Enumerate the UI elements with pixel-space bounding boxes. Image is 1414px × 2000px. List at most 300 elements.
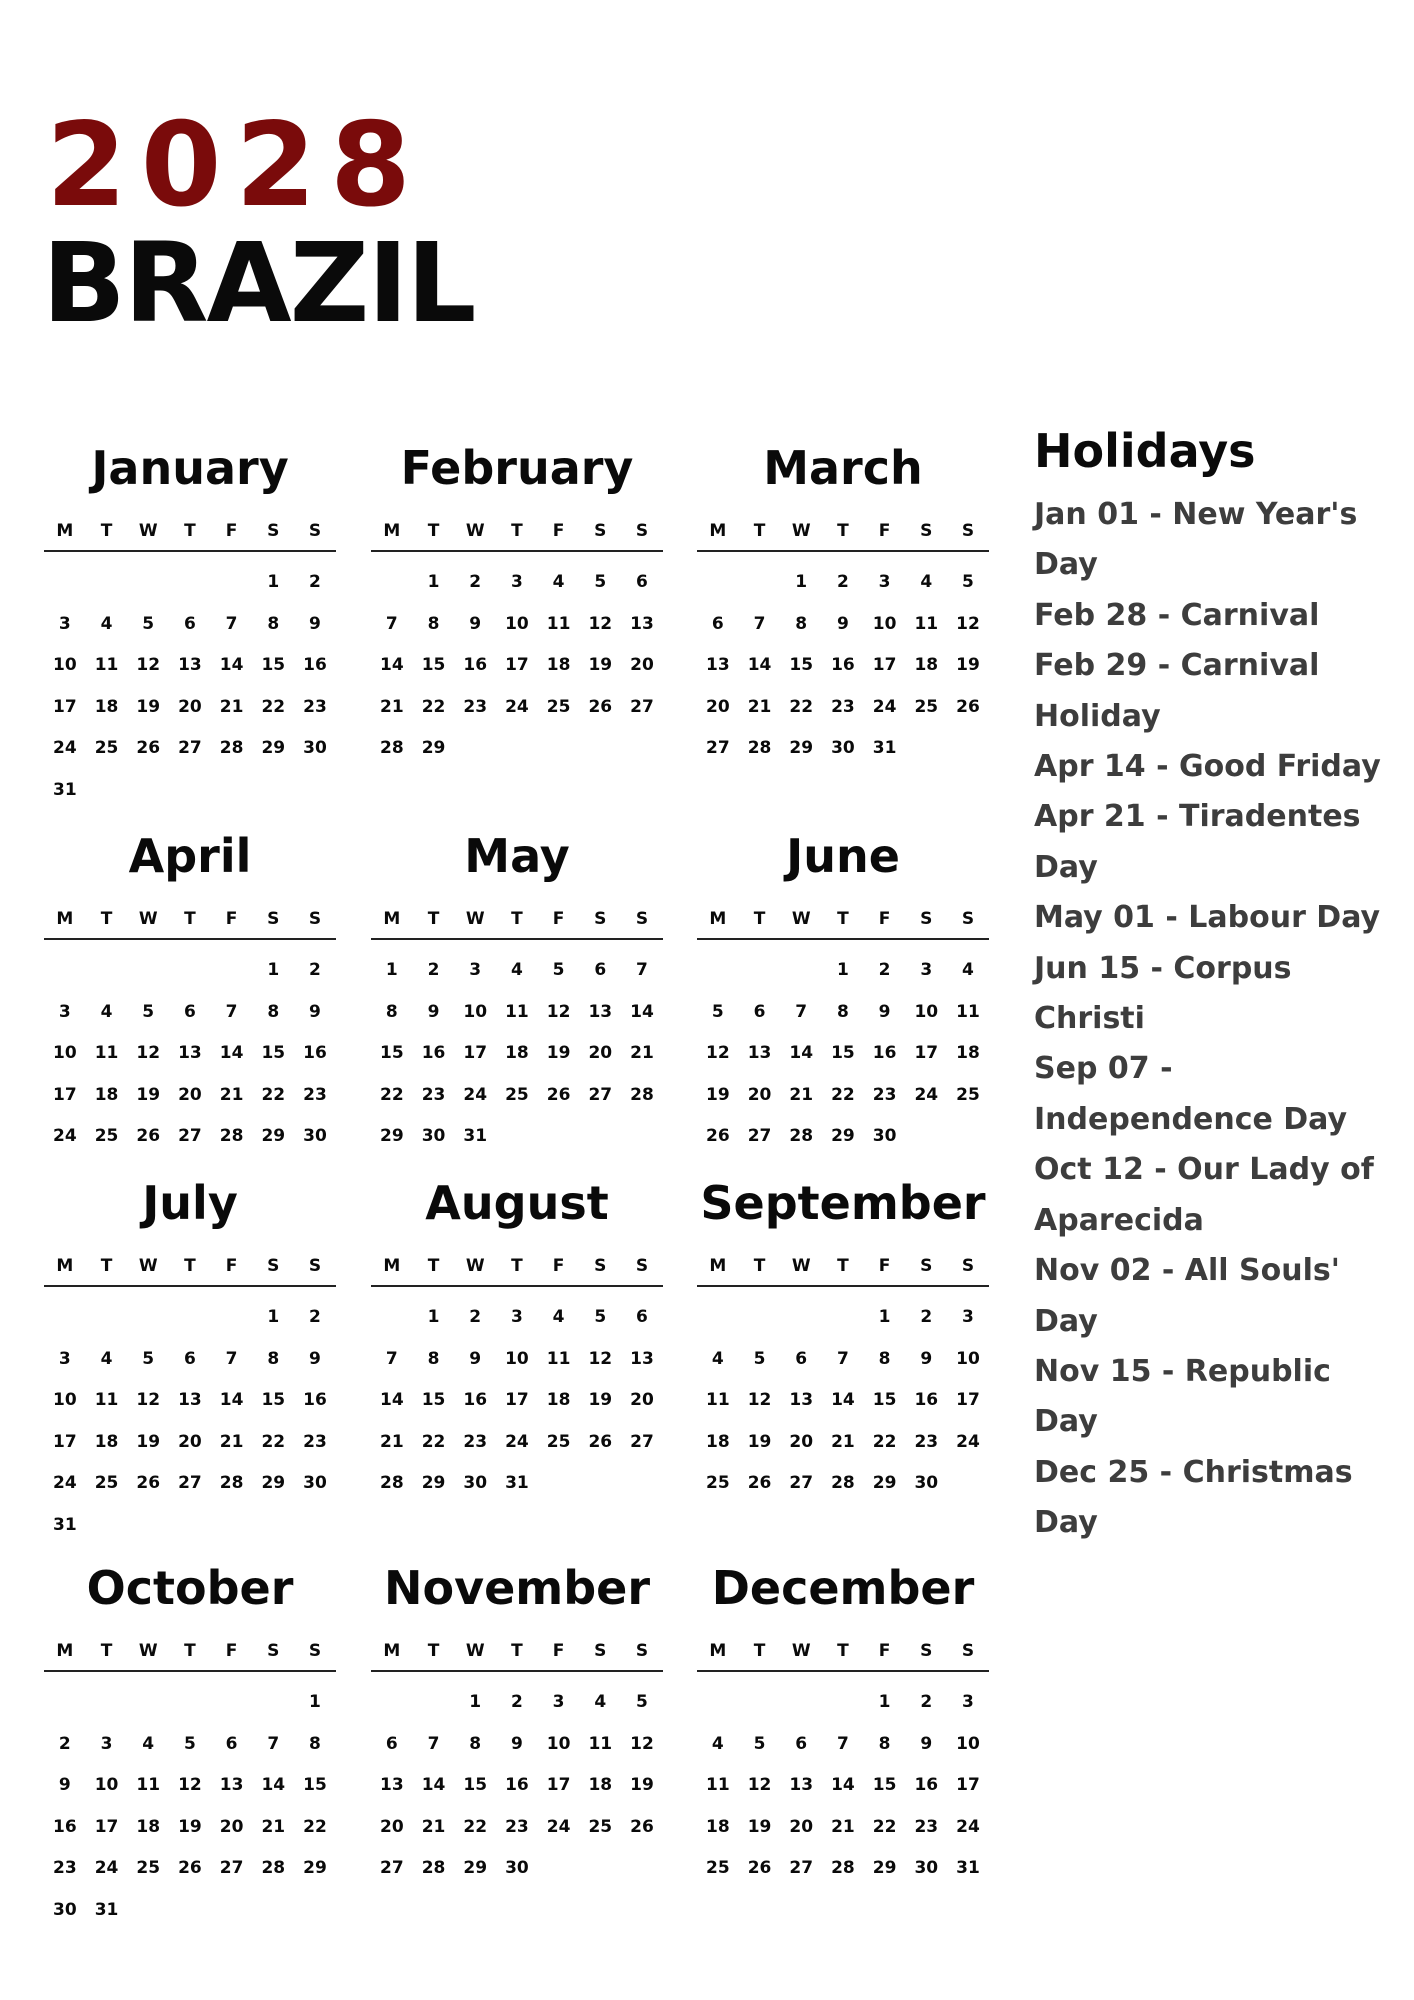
empty-day-cell bbox=[780, 1297, 822, 1339]
day-cell: 30 bbox=[463, 1473, 488, 1494]
day-cell: 5 bbox=[552, 960, 565, 980]
day-cell: 17 bbox=[872, 655, 897, 676]
day-cell: 23 bbox=[53, 1858, 77, 1879]
day-cell: 30 bbox=[303, 1473, 327, 1494]
day-cell: 5 bbox=[142, 1348, 155, 1369]
day-cell: 29 bbox=[261, 1126, 286, 1147]
weekday-header bbox=[371, 518, 663, 552]
empty-day-cell bbox=[697, 1682, 739, 1724]
weekday-label: T bbox=[100, 521, 113, 541]
weekday-label: T bbox=[837, 521, 849, 541]
day-cell: 10 bbox=[53, 1390, 77, 1411]
day-cell: 22 bbox=[831, 1084, 855, 1105]
day-cell: 6 bbox=[795, 1348, 808, 1369]
day-cell: 1 bbox=[309, 1692, 321, 1712]
day-cell: 6 bbox=[594, 960, 607, 980]
day-grid bbox=[44, 1297, 336, 1547]
day-cell: 17 bbox=[463, 1043, 488, 1064]
day-cell: 9 bbox=[309, 1348, 321, 1369]
day-cell: 31 bbox=[53, 779, 77, 800]
day-cell: 28 bbox=[747, 738, 772, 759]
day-cell: 30 bbox=[505, 1858, 529, 1879]
weekday-label: S bbox=[961, 909, 975, 929]
holidays-panel bbox=[1034, 418, 1394, 1549]
weekday-label: F bbox=[225, 909, 238, 929]
day-cell: 1 bbox=[385, 960, 398, 980]
day-cell: 10 bbox=[956, 1348, 980, 1369]
weekday-label: S bbox=[961, 1256, 975, 1276]
day-cell: 7 bbox=[753, 613, 766, 634]
empty-day-cell bbox=[169, 562, 211, 604]
day-cell: 28 bbox=[219, 738, 244, 759]
day-cell: 27 bbox=[588, 1084, 613, 1105]
day-cell: 12 bbox=[136, 655, 161, 676]
year-title: 2028 bbox=[46, 98, 425, 233]
day-cell: 6 bbox=[385, 1733, 398, 1754]
weekday-label: S bbox=[920, 909, 933, 929]
day-cell: 4 bbox=[962, 960, 974, 980]
weekday-label: W bbox=[138, 521, 158, 541]
weekday-label: F bbox=[878, 1256, 891, 1276]
day-cell: 22 bbox=[421, 1431, 446, 1452]
day-cell: 6 bbox=[183, 1348, 196, 1369]
day-cell: 3 bbox=[552, 1692, 565, 1712]
day-cell: 2 bbox=[920, 1307, 933, 1327]
day-cell: 21 bbox=[831, 1816, 855, 1837]
day-cell: 24 bbox=[872, 696, 897, 717]
day-cell: 21 bbox=[219, 696, 244, 717]
month-november bbox=[371, 1560, 663, 1890]
day-cell: 5 bbox=[183, 1733, 196, 1754]
day-cell: 24 bbox=[94, 1858, 119, 1879]
day-cell: 10 bbox=[53, 1043, 77, 1064]
day-cell: 1 bbox=[836, 960, 849, 980]
day-cell: 21 bbox=[219, 1084, 244, 1105]
day-cell: 16 bbox=[421, 1043, 446, 1064]
day-cell: 27 bbox=[706, 738, 730, 759]
day-cell: 25 bbox=[136, 1858, 161, 1879]
empty-day-cell bbox=[211, 950, 253, 992]
weekday-label: T bbox=[427, 1641, 440, 1661]
day-cell: 22 bbox=[261, 696, 286, 717]
day-cell: 13 bbox=[588, 1001, 613, 1022]
day-cell: 25 bbox=[706, 1858, 730, 1879]
empty-day-cell bbox=[211, 1682, 253, 1724]
empty-day-cell bbox=[371, 1682, 413, 1724]
day-cell: 9 bbox=[469, 1348, 482, 1369]
day-cell: 12 bbox=[747, 1775, 772, 1796]
day-cell: 26 bbox=[588, 696, 613, 717]
month-september bbox=[697, 1175, 989, 1505]
day-cell: 1 bbox=[878, 1692, 891, 1712]
weekday-header bbox=[44, 1638, 336, 1672]
weekday-label: F bbox=[225, 1641, 238, 1661]
day-cell: 23 bbox=[505, 1816, 529, 1837]
day-cell: 13 bbox=[219, 1775, 244, 1796]
weekday-label: S bbox=[267, 909, 280, 929]
day-cell: 5 bbox=[711, 1001, 724, 1022]
weekday-header bbox=[697, 1253, 989, 1287]
weekday-label: S bbox=[594, 1256, 607, 1276]
weekday-label: F bbox=[225, 521, 238, 541]
weekday-label: F bbox=[552, 909, 565, 929]
holiday-item: Feb 29 - Carnival Holiday bbox=[1034, 648, 1320, 734]
weekday-label: S bbox=[961, 1641, 975, 1661]
day-cell: 18 bbox=[706, 1816, 730, 1837]
day-cell: 21 bbox=[261, 1816, 286, 1837]
day-cell: 7 bbox=[225, 613, 238, 634]
weekday-label: S bbox=[635, 909, 649, 929]
empty-day-cell bbox=[697, 950, 739, 992]
day-cell: 23 bbox=[914, 1816, 939, 1837]
day-cell: 22 bbox=[872, 1816, 897, 1837]
day-cell: 15 bbox=[261, 1390, 286, 1411]
day-cell: 13 bbox=[747, 1043, 772, 1064]
day-cell: 28 bbox=[831, 1473, 855, 1494]
day-cell: 2 bbox=[469, 1307, 482, 1327]
day-cell: 26 bbox=[630, 1816, 654, 1837]
weekday-label: W bbox=[138, 1641, 158, 1661]
month-july bbox=[44, 1175, 336, 1547]
day-cell: 8 bbox=[427, 613, 440, 634]
day-cell: 4 bbox=[510, 960, 523, 980]
weekday-label: T bbox=[837, 1256, 849, 1276]
empty-day-cell bbox=[739, 1297, 781, 1339]
month-april bbox=[44, 828, 336, 1158]
weekday-label: F bbox=[878, 909, 891, 929]
day-cell: 22 bbox=[789, 696, 814, 717]
day-cell: 25 bbox=[505, 1084, 529, 1105]
day-cell: 20 bbox=[789, 1431, 814, 1452]
day-cell: 20 bbox=[747, 1084, 772, 1105]
day-cell: 17 bbox=[53, 696, 77, 717]
day-cell: 18 bbox=[136, 1816, 161, 1837]
day-cell: 22 bbox=[261, 1431, 286, 1452]
day-cell: 4 bbox=[711, 1348, 724, 1369]
day-cell: 2 bbox=[58, 1733, 71, 1754]
holiday-item: Jan 01 - New Year's Day bbox=[1034, 497, 1358, 583]
day-cell: 23 bbox=[872, 1084, 897, 1105]
weekday-label: S bbox=[267, 1641, 280, 1661]
day-cell: 20 bbox=[219, 1816, 244, 1837]
day-cell: 24 bbox=[53, 1473, 77, 1494]
day-cell: 19 bbox=[706, 1084, 730, 1105]
day-cell: 11 bbox=[94, 1390, 119, 1411]
day-cell: 27 bbox=[789, 1858, 814, 1879]
day-cell: 17 bbox=[505, 1390, 529, 1411]
day-cell: 11 bbox=[546, 1348, 571, 1369]
day-cell: 17 bbox=[914, 1043, 939, 1064]
day-cell: 29 bbox=[789, 738, 814, 759]
day-cell: 27 bbox=[789, 1473, 814, 1494]
day-cell: 6 bbox=[225, 1733, 238, 1754]
day-cell: 9 bbox=[510, 1733, 523, 1754]
empty-day-cell bbox=[86, 562, 128, 604]
day-cell: 2 bbox=[510, 1692, 523, 1712]
day-cell: 6 bbox=[636, 572, 648, 592]
month-june bbox=[697, 828, 989, 1158]
day-cell: 28 bbox=[219, 1126, 244, 1147]
day-cell: 6 bbox=[795, 1733, 808, 1754]
day-cell: 27 bbox=[630, 696, 654, 717]
month-name: February bbox=[400, 441, 634, 495]
day-cell: 20 bbox=[380, 1816, 404, 1837]
day-cell: 29 bbox=[463, 1858, 488, 1879]
weekday-label: T bbox=[511, 909, 523, 929]
day-cell: 7 bbox=[427, 1733, 440, 1754]
weekday-label: S bbox=[961, 521, 975, 541]
empty-day-cell bbox=[44, 950, 86, 992]
weekday-label: W bbox=[465, 909, 485, 929]
day-cell: 17 bbox=[956, 1390, 980, 1411]
day-cell: 11 bbox=[546, 613, 571, 634]
day-cell: 7 bbox=[636, 960, 648, 980]
holiday-item: Sep 07 - Independence Day bbox=[1034, 1051, 1348, 1137]
day-cell: 15 bbox=[872, 1390, 897, 1411]
day-cell: 30 bbox=[872, 1126, 897, 1147]
empty-day-cell bbox=[739, 950, 781, 992]
day-cell: 14 bbox=[630, 1001, 654, 1022]
day-grid bbox=[697, 1682, 989, 1890]
weekday-label: T bbox=[427, 909, 440, 929]
weekday-label: S bbox=[920, 1256, 933, 1276]
day-cell: 16 bbox=[463, 1390, 488, 1411]
day-cell: 7 bbox=[836, 1348, 849, 1369]
day-cell: 16 bbox=[303, 1043, 327, 1064]
day-cell: 14 bbox=[380, 1390, 404, 1411]
weekday-label: T bbox=[100, 1641, 113, 1661]
day-cell: 6 bbox=[636, 1307, 648, 1327]
day-cell: 24 bbox=[956, 1816, 980, 1837]
holiday-item: May 01 - Labour Day bbox=[1034, 900, 1381, 936]
day-cell: 17 bbox=[956, 1775, 980, 1796]
empty-day-cell bbox=[371, 1297, 413, 1339]
day-cell: 3 bbox=[100, 1733, 113, 1754]
weekday-label: W bbox=[465, 1641, 485, 1661]
day-cell: 3 bbox=[58, 1001, 71, 1022]
day-cell: 15 bbox=[463, 1775, 488, 1796]
weekday-label: T bbox=[184, 1641, 196, 1661]
day-cell: 24 bbox=[463, 1084, 488, 1105]
day-cell: 3 bbox=[920, 960, 933, 980]
weekday-label: T bbox=[753, 1256, 766, 1276]
day-cell: 25 bbox=[94, 738, 119, 759]
day-cell: 9 bbox=[920, 1348, 933, 1369]
day-cell: 30 bbox=[53, 1899, 77, 1920]
day-cell: 25 bbox=[94, 1473, 119, 1494]
empty-day-cell bbox=[86, 1682, 128, 1724]
weekday-label: M bbox=[709, 1641, 727, 1661]
empty-day-cell bbox=[739, 562, 781, 604]
day-cell: 20 bbox=[178, 1084, 202, 1105]
day-cell: 14 bbox=[219, 1390, 244, 1411]
weekday-label: W bbox=[138, 1256, 158, 1276]
day-cell: 14 bbox=[219, 1043, 244, 1064]
day-cell: 18 bbox=[94, 1431, 119, 1452]
day-cell: 29 bbox=[380, 1126, 404, 1147]
day-cell: 18 bbox=[914, 655, 939, 676]
day-cell: 6 bbox=[711, 613, 724, 634]
weekday-label: M bbox=[56, 1256, 74, 1276]
day-cell: 7 bbox=[385, 613, 398, 634]
day-cell: 15 bbox=[789, 655, 814, 676]
day-cell: 25 bbox=[706, 1473, 730, 1494]
day-cell: 19 bbox=[136, 1431, 161, 1452]
weekday-header bbox=[697, 906, 989, 940]
weekday-label: F bbox=[552, 521, 565, 541]
day-cell: 15 bbox=[421, 655, 446, 676]
weekday-label: F bbox=[552, 1641, 565, 1661]
day-cell: 24 bbox=[505, 696, 529, 717]
day-cell: 8 bbox=[836, 1001, 849, 1022]
empty-day-cell bbox=[44, 1297, 86, 1339]
day-cell: 31 bbox=[872, 738, 897, 759]
weekday-label: F bbox=[225, 1256, 238, 1276]
day-cell: 10 bbox=[53, 655, 77, 676]
day-cell: 15 bbox=[831, 1043, 855, 1064]
empty-day-cell bbox=[252, 1682, 294, 1724]
weekday-label: S bbox=[594, 1641, 607, 1661]
day-cell: 28 bbox=[219, 1473, 244, 1494]
month-december bbox=[697, 1560, 989, 1890]
day-cell: 3 bbox=[962, 1692, 974, 1712]
day-cell: 3 bbox=[510, 572, 523, 592]
day-cell: 12 bbox=[178, 1775, 202, 1796]
day-cell: 17 bbox=[505, 655, 529, 676]
weekday-header bbox=[697, 1638, 989, 1672]
day-cell: 23 bbox=[303, 1084, 327, 1105]
day-cell: 6 bbox=[183, 613, 196, 634]
day-cell: 24 bbox=[53, 1126, 77, 1147]
weekday-label: T bbox=[427, 1256, 440, 1276]
weekday-label: M bbox=[709, 1256, 727, 1276]
day-cell: 14 bbox=[380, 655, 404, 676]
day-cell: 11 bbox=[94, 655, 119, 676]
month-name: September bbox=[700, 1176, 986, 1230]
day-cell: 8 bbox=[385, 1001, 398, 1022]
day-cell: 14 bbox=[831, 1390, 855, 1411]
day-cell: 26 bbox=[546, 1084, 571, 1105]
weekday-label: S bbox=[594, 909, 607, 929]
weekday-label: S bbox=[920, 521, 933, 541]
weekday-label: T bbox=[511, 521, 523, 541]
month-name: August bbox=[425, 1176, 609, 1230]
weekday-label: S bbox=[920, 1641, 933, 1661]
day-cell: 4 bbox=[142, 1733, 155, 1754]
day-cell: 1 bbox=[795, 572, 808, 592]
day-cell: 10 bbox=[463, 1001, 488, 1022]
month-name: May bbox=[464, 829, 570, 883]
day-cell: 29 bbox=[261, 738, 286, 759]
day-cell: 11 bbox=[505, 1001, 529, 1022]
day-cell: 11 bbox=[914, 613, 939, 634]
day-cell: 29 bbox=[831, 1126, 855, 1147]
day-cell: 8 bbox=[469, 1733, 482, 1754]
day-cell: 8 bbox=[267, 1001, 280, 1022]
day-cell: 20 bbox=[588, 1043, 613, 1064]
day-cell: 4 bbox=[920, 572, 933, 592]
day-cell: 13 bbox=[789, 1390, 814, 1411]
empty-day-cell bbox=[371, 562, 413, 604]
day-cell: 14 bbox=[261, 1775, 286, 1796]
day-cell: 30 bbox=[303, 1126, 327, 1147]
holiday-item: Dec 25 - Christmas Day bbox=[1034, 1454, 1353, 1541]
day-cell: 3 bbox=[58, 1348, 71, 1369]
weekday-label: M bbox=[709, 521, 727, 541]
empty-day-cell bbox=[169, 1682, 211, 1724]
weekday-label: T bbox=[100, 1256, 113, 1276]
day-cell: 4 bbox=[711, 1733, 724, 1754]
day-cell: 30 bbox=[421, 1126, 446, 1147]
day-cell: 18 bbox=[505, 1043, 529, 1064]
weekday-header bbox=[44, 906, 336, 940]
day-grid bbox=[44, 562, 336, 812]
day-cell: 31 bbox=[53, 1514, 77, 1535]
weekday-label: M bbox=[56, 521, 74, 541]
weekday-label: S bbox=[594, 521, 607, 541]
day-cell: 19 bbox=[136, 1084, 161, 1105]
day-cell: 26 bbox=[136, 1473, 161, 1494]
weekday-label: S bbox=[267, 1256, 280, 1276]
day-cell: 20 bbox=[178, 1431, 202, 1452]
empty-day-cell bbox=[86, 1297, 128, 1339]
day-cell: 17 bbox=[546, 1775, 571, 1796]
day-grid bbox=[697, 950, 989, 1158]
day-cell: 24 bbox=[53, 738, 77, 759]
day-cell: 27 bbox=[747, 1126, 772, 1147]
day-cell: 2 bbox=[427, 960, 440, 980]
day-grid bbox=[44, 950, 336, 1158]
month-name: December bbox=[711, 1561, 975, 1615]
day-cell: 13 bbox=[178, 655, 202, 676]
day-cell: 9 bbox=[427, 1001, 440, 1022]
day-cell: 13 bbox=[630, 1348, 654, 1369]
day-cell: 25 bbox=[914, 696, 939, 717]
day-cell: 16 bbox=[463, 655, 488, 676]
weekday-label: T bbox=[837, 1641, 849, 1661]
day-cell: 1 bbox=[267, 1307, 280, 1327]
day-cell: 29 bbox=[303, 1858, 327, 1879]
empty-day-cell bbox=[822, 1297, 864, 1339]
empty-day-cell bbox=[127, 1297, 169, 1339]
month-may bbox=[371, 828, 663, 1158]
holiday-item: Apr 21 - Tiradentes Day bbox=[1034, 799, 1361, 885]
weekday-header bbox=[44, 1253, 336, 1287]
day-cell: 11 bbox=[956, 1001, 980, 1022]
weekday-label: S bbox=[635, 1256, 649, 1276]
weekday-label: W bbox=[138, 909, 158, 929]
day-cell: 3 bbox=[469, 960, 482, 980]
day-cell: 14 bbox=[789, 1043, 814, 1064]
weekday-label: T bbox=[184, 1256, 196, 1276]
day-cell: 8 bbox=[878, 1348, 891, 1369]
day-cell: 26 bbox=[956, 696, 980, 717]
day-cell: 5 bbox=[962, 572, 974, 592]
day-cell: 31 bbox=[94, 1899, 119, 1920]
day-cell: 21 bbox=[789, 1084, 814, 1105]
weekday-label: T bbox=[753, 1641, 766, 1661]
day-cell: 16 bbox=[505, 1775, 529, 1796]
weekday-header bbox=[44, 518, 336, 552]
holiday-item: Feb 28 - Carnival bbox=[1034, 597, 1320, 633]
day-cell: 18 bbox=[546, 655, 571, 676]
day-cell: 12 bbox=[136, 1043, 161, 1064]
empty-day-cell bbox=[780, 950, 822, 992]
empty-day-cell bbox=[86, 950, 128, 992]
day-cell: 26 bbox=[178, 1858, 202, 1879]
day-cell: 15 bbox=[380, 1043, 404, 1064]
day-cell: 2 bbox=[309, 572, 321, 592]
